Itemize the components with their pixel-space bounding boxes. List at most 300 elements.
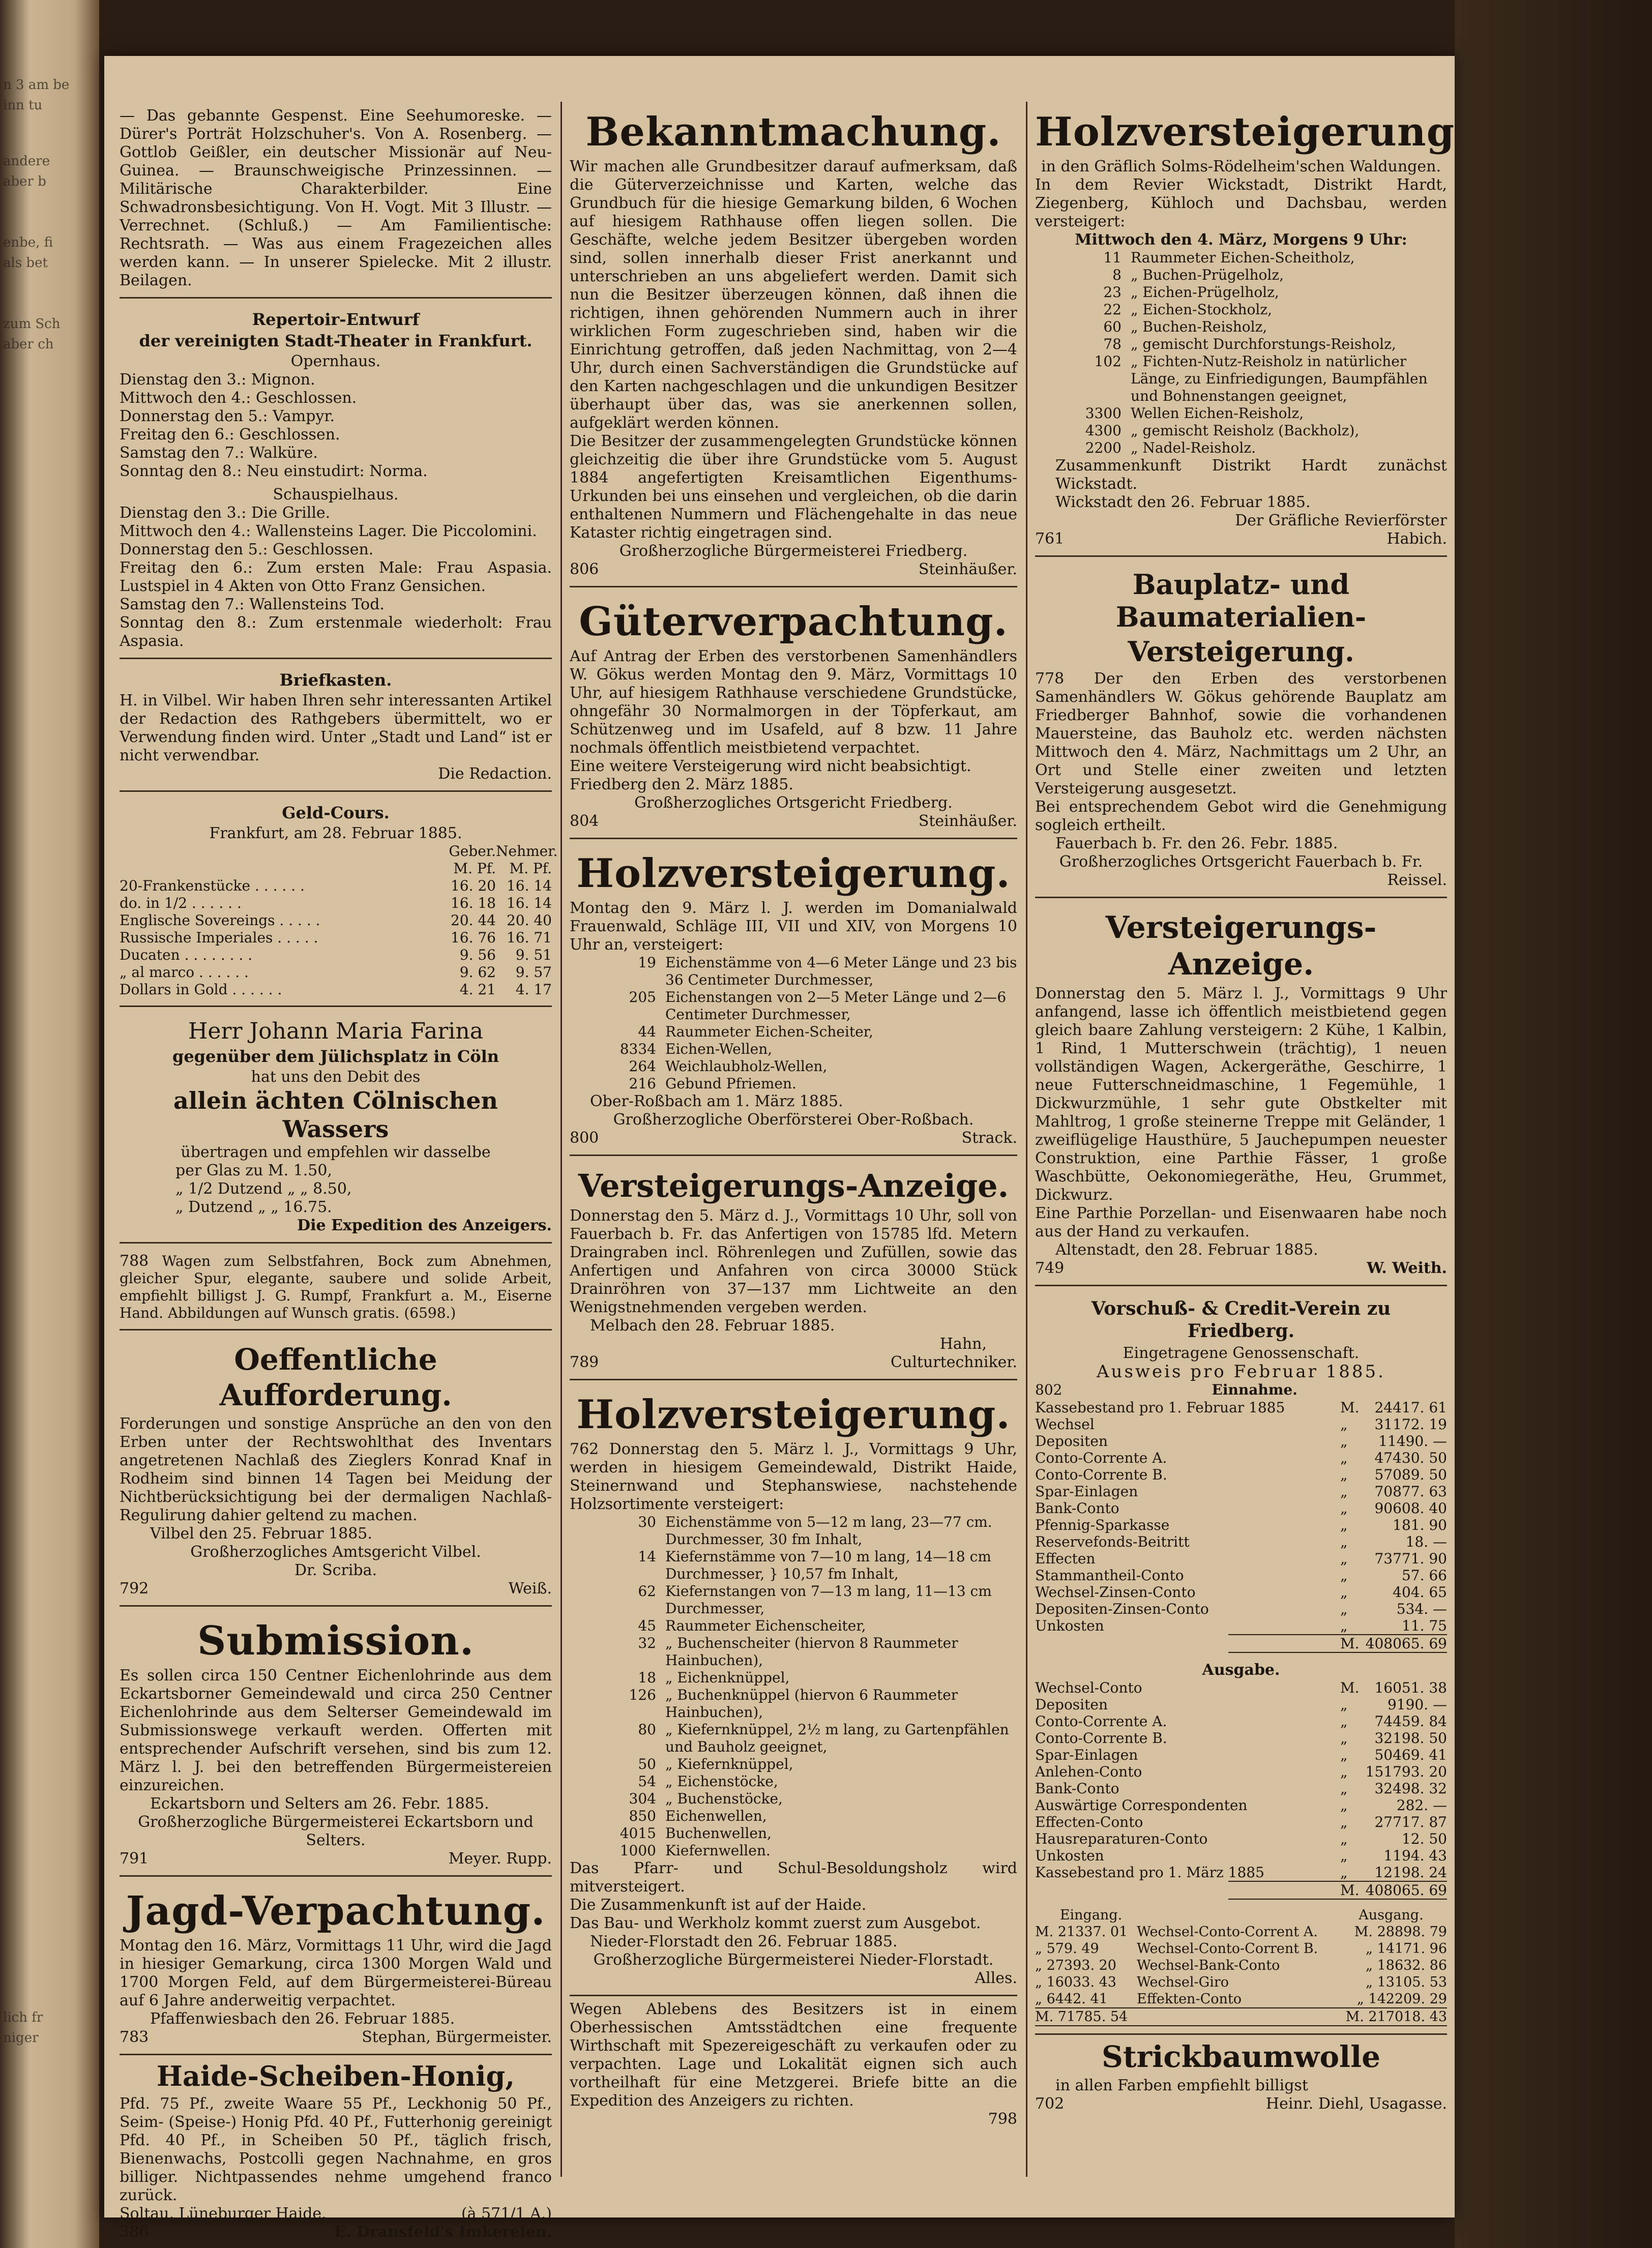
rate-buy: 16. 20 [450,877,496,894]
wood-desc: Raummeter Eichen-Scheitholz, [1131,249,1355,266]
flow-label: Wechsel-Conto-Corrent A. [1137,1924,1318,1940]
wood-desc: „ Fichten-Nutz-Reisholz in natürlicher Länge, zu Einfriedigungen, Baumpfählen und Bohnenstangen geeignet, [1131,353,1428,404]
farina-name: Herr Johann Maria Farina [188,1018,483,1044]
wood-desc: „ Eichen-Stockholz, [1131,301,1273,318]
summons-date: Vilbel den 25. Februar 1885. [150,1525,372,1543]
expense-label: Kassebestand pro 1. März 1885 [1035,1864,1264,1881]
farina-signature: Die Expedition des Anzeigers. [297,1217,552,1234]
expense-label: Wechsel-Conto [1035,1679,1142,1696]
tavern-text: Wegen Ablebens des Besitzers ist in einem Oberhessischen Amtsstädtchen eine frequente Wirthschaft mit Spezereigeschäft zu verkaufen oder zu verpachten. Lage und Lokalität eignen sich auch vortheilhaft für eine Metzgerei. Briefe bitte an die Expedition des Anzeigers zu richten. [570,2000,1017,2110]
wood-desc: Eichenstämme von 4—6 Meter Länge und 23 bis 36 Centimeter Durchmesser, [665,954,1017,988]
column-2 [570,102,1017,2177]
edge-fragment: inn tu [3,98,43,113]
letterbox-title: Briefkasten. [279,670,392,690]
edge-fragment: andere [3,154,50,169]
auction-notice-1 [570,1160,1017,1380]
wood-auction-subtitle: in den Gräflich Solms-Rödelheim'schen Waldungen. [1041,158,1441,175]
currency-mark: „ [1340,1797,1348,1814]
income-row [1035,1483,1447,1500]
expense-label: Effecten-Conto [1035,1814,1143,1830]
income-label: Unkosten [1035,1617,1104,1634]
expense-row [1035,1730,1447,1747]
wood-desc: „ Nadel-Reisholz. [1131,439,1256,456]
submission-court: Großherzogliche Bürgermeisterei Eckartsborn und Selters. [138,1813,534,1849]
wood-qty: 3300 [1085,405,1122,422]
wood-item [1035,353,1447,405]
flow-row [1035,1940,1447,1957]
wood-item [570,1617,1017,1635]
rate-label: „ al marco . . . . . . [120,964,249,981]
program-line: Freitag den 6.: Zum ersten Male: Frau Aspasia. Lustspiel in 4 Akten von Otto Franz Gensichen. [120,559,552,595]
expense-value: 9190. — [1387,1696,1447,1713]
currency-mark: M. [1340,1679,1360,1696]
currency-mark: „ [1340,1847,1348,1864]
expense-row [1035,1747,1447,1763]
flow-label: Wechsel-Conto-Corrent B. [1137,1941,1318,1957]
income-row [1035,1533,1447,1550]
rates-units [120,860,552,877]
wood-item [570,1842,1017,1859]
expense-label: Auswärtige Correspondenten [1035,1797,1248,1814]
income-row [1035,1399,1447,1416]
income-value: 181. 90 [1393,1517,1447,1533]
wood-auction-text-3: Die Zusammenkunft ist auf der Haide. [570,1896,867,1914]
wood-desc: „ Kiefernknüppel, [665,1756,793,1772]
wood-qty: 23 [1103,284,1122,301]
farina-price: „ Dutzend „ „ 16.75. [175,1198,332,1216]
knitting-signature: Heinr. Diehl, Usagasse. [1265,2095,1447,2113]
playhouse-title: Schauspielhaus. [273,486,399,504]
summons-judge: Dr. Scriba. [294,1561,377,1579]
wood-qty: 304 [629,1790,656,1807]
announcement-signature: Steinhäußer. [918,560,1017,578]
currency-mark: „ [1340,1550,1348,1567]
expense-value: 282. — [1396,1797,1447,1814]
rates-title: Geld-Cours. [282,803,390,822]
announcement-text-2: Die Besitzer der zusammengelegten Grundstücke können gleichzeitig die über ihre Grundstücke vom 5. August 1884 angefertigten Kreisamtlichen Eigenthums-Urkunden bei uns einsehen und vergleichen, ob die darin enthaltenen Nummern und Flächengehalte in das neue Kataster richtig eingetragen sind. [570,432,1017,542]
wood-auction-title: Holzversteigerung. [576,850,1011,897]
honey-text: Pfd. 75 Pf., zweite Waare 55 Pf., Leckhonig 50 Pf., Seim- (Speise-) Honig Pfd. 40 Pf., Futterhonig gereinigt Pfd. 40 Pf., in Scheiben 50 Pf., täglich frisch, Bienenwachs, Postcolli gegen Nachnahme, en gros billiger. Nichtpassendes nehme umgehend franco zurück. [120,2095,552,2204]
rate-buy: 20. 44 [450,912,496,929]
income-row [1035,1550,1447,1567]
wood-auction-date: Wickstadt den 26. Februar 1885. [1055,493,1311,511]
wood-desc: „ Buchen-Reisholz, [1131,318,1267,335]
farina-product: allein ächten Cölnischen Wassers [173,1087,498,1143]
submission-signature: Meyer. Rupp. [448,1850,552,1868]
wood-desc: „ Buchenstöcke, [665,1790,783,1807]
flow-row [1035,1974,1447,1991]
income-value: 70877. 63 [1374,1483,1447,1500]
auction-notice-text: Donnerstag den 5. März d. J., Vormittags 10 Uhr, soll von Fauerbach b. Fr. das Anfertigen von 15785 lfd. Metern Draingraben incl. Röhrenlegen und Zufüllen, sowie das Anfertigen und Anfahren von circa 30000 Stück Drainröhren von 37—137 mm Lichtweite an den Wenigstnehmenden vergeben werden. [570,1207,1017,1316]
public-summons [120,1335,552,1607]
opera-house-title: Opernhaus. [290,352,381,370]
announcement-court: Großherzogliche Bürgermeisterei Friedberg. [619,542,968,560]
currency-rates [120,796,558,1007]
newspaper-page [104,56,1455,2241]
knitting-text: in allen Farben empfiehlt billigst [1055,2077,1308,2094]
hunting-lease [120,1881,552,2055]
flow-label: Wechsel-Bank-Conto [1137,1958,1280,1973]
income-label: Pfennig-Sparkasse [1035,1517,1170,1533]
expense-value: 50469. 41 [1374,1747,1447,1763]
rate-label: do. in 1/2 . . . . . . [120,895,242,911]
expense-row [1035,1780,1447,1797]
income-label: Wechsel-Zinsen-Conto [1035,1584,1196,1601]
program-line: Donnerstag den 5.: Geschlossen. [120,541,374,558]
ad-number: 804 [570,812,599,830]
outflow-value: M. 28898. 79 [1354,1924,1447,1940]
hunting-title: Jagd-Verpachtung. [126,1888,546,1934]
wood-desc: Raummeter Eichenscheiter, [665,1617,866,1634]
rate-sell: 4. 17 [515,981,552,998]
wood-qty: 18 [638,1669,656,1686]
rate-buy: 16. 76 [450,929,496,946]
wood-item [1035,318,1447,336]
wood-qty: 8 [1112,267,1122,283]
rate-sell: 16. 14 [506,895,552,911]
flow-header [1035,1907,1447,1924]
land-lease [570,591,1017,839]
outflow-title: Ausgang. [1359,1907,1424,1923]
farina-advertisement [120,1011,552,1244]
wood-desc: Wellen Eichen-Reisholz, [1131,405,1304,422]
wood-item [570,1514,1017,1548]
expense-label: Hausreparaturen-Conto [1035,1830,1208,1847]
program-line: Donnerstag den 5.: Vampyr. [120,407,335,425]
currency-mark: „ [1340,1830,1348,1847]
wood-item [1035,249,1447,267]
income-value: 73771. 90 [1374,1550,1447,1567]
repertoire-subtitle: der vereinigten Stadt-Theater in Frankfurt. [139,331,533,350]
wood-auction-meeting: Zusammenkunft Distrikt Hardt zunächst Wickstadt. [1055,457,1447,493]
rate-buy: 9. 56 [459,946,496,963]
wood-desc: Eichenstangen von 2—5 Meter Länge und 2—6 Centimeter Durchmesser, [665,989,1007,1023]
rate-row [120,877,552,895]
wood-item [570,989,1017,1023]
wood-desc: Kiefernstämme von 7—10 m lang, 14—18 cm Durchmesser, } 10,57 fm Inhalt, [665,1548,991,1582]
wood-item [570,1041,1017,1058]
income-value: 18. — [1405,1533,1447,1550]
summons-court: Großherzogliches Amtsgericht Vilbel. [190,1543,481,1561]
rate-label: Russische Imperiales . . . . . [120,929,318,946]
income-total-value: 408065. 69 [1365,1635,1447,1652]
rate-sell: 9. 57 [515,964,552,981]
theater-repertoire [120,303,552,659]
wood-qty: 126 [629,1687,656,1703]
rate-row [120,912,552,929]
auction-notice-title: Versteigerungs-Anzeige. [1105,910,1377,982]
inflow-value: „ 6442. 41 [1035,1991,1108,2007]
rate-label: 20-Frankenstücke . . . . . . [120,877,305,894]
farina-line: hat uns den Debit des [251,1068,421,1086]
wood-item [1035,336,1447,353]
wood-auction-signature: Strack. [961,1129,1017,1147]
summons-title: Oeffentliche Aufforderung. [219,1342,452,1412]
building-plot-date: Fauerbach b. Fr. den 26. Febr. 1885. [1055,835,1338,852]
currency-mark: „ [1340,1814,1348,1830]
wood-qty: 60 [1103,318,1122,335]
announcement [570,102,1017,587]
expense-row [1035,1797,1447,1814]
income-total [1228,1634,1447,1653]
column-rule [1026,102,1027,2177]
income-label: Effecten [1035,1550,1096,1567]
honey-ref: (à 571/1 A.) [461,2205,552,2223]
currency-mark: „ [1340,1533,1348,1550]
income-label: Depositen-Zinsen-Conto [1035,1601,1209,1617]
wood-qty: 4015 [620,1825,656,1842]
income-row [1035,1601,1447,1617]
wood-qty: 54 [638,1773,656,1790]
auction-notice-2 [1035,902,1447,1286]
auction-notice-sig-2: Culturtechniker. [891,1353,1017,1371]
rate-label: Englische Sovereings . . . . . [120,912,320,929]
wood-item [1035,422,1447,439]
expense-row [1035,1696,1447,1713]
income-label: Reservefonds-Beitritt [1035,1533,1190,1550]
wood-qty: 30 [638,1514,656,1530]
land-lease-text: Auf Antrag der Erben des verstorbenen Samenhändlers W. Gökus werden Montag den 9. März, Vormittags 10 Uhr, auf hiesigem Rathhause verschiedene Grundstücke, ohngefähr 30 Normalmorgen in der Töpferkaut, am Schützenweg und im Usafeld, auf 8 bzw. 11 Jahre nochmals öffentlich meistbietend verpachtet. [570,647,1017,757]
building-plot-text: 778 Der den Erben des verstorbenen Samenhändlers W. Gökus gehörende Bauplatz am Friedberger Bahnhof, sowie die vorhandenen Mauersteine, das Bauholz etc. werden nächsten Mittwoch den 4. März, Nachmittags um 2 Uhr, an Ort und Stelle einer zweiten und letzten Versteigerung ausgesetzt. [1035,670,1447,797]
auction-notice-text: Donnerstag den 5. März l. J., Vormittags 9 Uhr anfangend, lasse ich öffentlich meistbietend gegen gleich baare Zahlung versteigern: 2 Kühe, 1 Kalbin, 1 Rind, 1 Mutterschwein (trächtig), 1 neuen vollständigen Wagen, Ackergeräthe, Geschirre, 1 neue Futterschneidmaschine, 1 Fegemühle, 1 Dickwurzmühle, 1 sehr gute Obstkelter mit Mahltrog, 1 große steinerne Treppe mit Geländer, 1 zweiflügelige Hausthüre, 5 Jauchepumpen neuester Construktion, eine Parthie Fässer, 1 große Waschbütte, Oekonomiegeräthe, Heu, Grummet, Dickwurz. [1035,985,1447,1204]
wood-qty: 19 [638,954,656,971]
wood-auction-text: In dem Revier Wickstadt, Distrikt Hardt, Ziegenberg, Kühloch und Dachsbau, werden versteigert: [1035,176,1447,230]
land-lease-signature: Steinhäußer. [918,812,1017,830]
rates-date: Frankfurt, am 28. Februar 1885. [209,824,462,842]
letterbox-signature: Die Redaction. [438,765,552,783]
wood-qty: 22 [1103,301,1122,318]
ad-number: 791 [120,1850,149,1868]
column-rule [560,102,562,2177]
wood-desc: „ Eichen-Prügelholz, [1131,284,1279,301]
wagon-advertisement [120,1248,552,1330]
column-3 [1035,102,1455,2177]
credit-union-report [1035,1290,1447,2035]
announcement-title: Bekanntmachung. [585,109,1001,155]
expense-label: Spar-Einlagen [1035,1747,1138,1763]
wood-auction-text: Montag den 9. März l. J. werden im Domanialwald Frauenwald, Schläge III, VII und XIV, von Morgens 10 Uhr an, versteigert: [570,899,1017,954]
ad-number: 702 [1035,2095,1065,2113]
building-plot-title-1: Bauplatz- und Baumaterialien- [1115,568,1367,633]
rate-row [120,929,552,946]
outflow-total: M. 217018. 43 [1345,2009,1447,2025]
wood-item [570,954,1017,989]
wood-auction-text-2: Das Pfarr- und Schul-Besoldungsholz wird mitversteigert. [570,1859,1017,1896]
wood-auction-court: Großherzogliche Oberförsterei Ober-Roßbach. [613,1111,974,1129]
expense-value: 12198. 24 [1374,1864,1447,1881]
program-line: Mittwoch den 4.: Geschlossen. [120,389,357,407]
expense-value: 16051. 38 [1374,1679,1447,1696]
currency-mark: „ [1340,1864,1348,1881]
income-row [1035,1450,1447,1466]
expense-row [1035,1713,1447,1730]
currency-mark: „ [1340,1601,1348,1617]
building-plot-text-2: Bei entsprechendem Gebot wird die Genehmigung sogleich ertheilt. [1035,798,1447,834]
edge-fragment: n 3 am be [3,77,70,93]
wood-item [570,1548,1017,1583]
ad-number: 749 [1035,1259,1065,1277]
wood-item [570,1773,1017,1790]
wood-desc: Gebund Pfriemen. [665,1075,796,1092]
credit-union-report-title: Ausweis pro Februar 1885. [1097,1362,1385,1382]
currency-mark: „ [1340,1584,1348,1601]
credit-union-subtitle: Eingetragene Genossenschaft. [1123,1344,1360,1362]
wood-qty: 205 [629,989,656,1005]
wood-qty: 11 [1103,249,1122,266]
hunting-text: Montag den 16. März, Vormittags 11 Uhr, wird die Jagd in hiesiger Gemarkung, circa 1300 Morgen Wald und 1700 Morgen Feld, auf dem Bürgermeisterei-Büreau auf 6 Jahre anderweitig verpachtet. [120,1937,552,2009]
wood-desc: Kiefernstangen von 7—13 m lang, 11—13 cm Durchmesser, [665,1583,992,1617]
currency-mark: „ [1340,1713,1348,1730]
currency-mark: M. [1340,1399,1360,1416]
ad-number: 788 [120,1252,149,1270]
wood-item [1035,301,1447,318]
currency-mark: „ [1340,1450,1348,1466]
income-value: 57089. 50 [1374,1466,1447,1483]
income-value: 11490. — [1378,1433,1447,1450]
ad-number: 792 [120,1580,149,1598]
hunting-date: Pfaffenwiesbach den 26. Februar 1885. [150,2010,455,2028]
wood-item [570,1790,1017,1808]
wood-auction-when: Mittwoch den 4. März, Morgens 9 Uhr: [1075,231,1407,249]
wood-desc: Eichenstämme von 5—12 m lang, 23—77 cm. Durchmesser, 30 fm Inhalt, [665,1514,992,1548]
inflow-value: M. 21337. 01 [1035,1924,1128,1940]
edge-fragment: niger [3,2030,39,2046]
expense-value: 32498. 32 [1374,1780,1447,1797]
income-label: Wechsel [1035,1416,1095,1433]
expense-row [1035,1830,1447,1847]
wood-auction-signature: Habich. [1386,530,1447,548]
income-label: Conto-Corrente A. [1035,1450,1167,1466]
income-value: 90608. 40 [1374,1500,1447,1517]
rate-label: Dollars in Gold . . . . . . [120,981,282,998]
farina-price: per Glas zu M. 1.50, [175,1162,332,1179]
wood-desc: Eichenwellen, [665,1808,767,1824]
edge-fragment: als bet [3,255,48,271]
income-label: Stammantheil-Conto [1035,1567,1184,1584]
income-value: 31172. 19 [1374,1416,1447,1433]
rate-sell: 16. 71 [506,929,552,946]
edge-fragment: aber ch [3,337,54,352]
rate-buy: 16. 18 [450,895,496,911]
program-line: Dienstag den 3.: Mignon. [120,371,315,389]
wood-qty: 62 [638,1583,656,1600]
expense-label: Depositen [1035,1696,1108,1713]
tavern-sale [570,2000,1017,2128]
rates-col-seller: Nehmer. [496,843,558,860]
wood-item [570,1808,1017,1825]
edge-fragment: aber b [3,174,46,189]
building-plot-signature: Reissel. [1387,871,1447,889]
expense-value: 1194. 43 [1383,1847,1447,1864]
wood-desc: „ Buchen-Prügelholz, [1131,267,1284,283]
expense-title: Ausgabe. [1202,1661,1280,1679]
summons-text: Forderungen und sonstige Ansprüche an den von den Erben unter der Rechtswohlthat des Inventars angetretenen Nachlaß des Zieglers Konrad Knaf in Rodheim sind binnen 14 Tagen bei Meidung der Nichtberücksichtigung bei der dermaligen Nachlaß-Regulirung dahier geltend zu machen. [120,1415,552,1524]
wood-item [1035,284,1447,301]
outflow-value: „ 18632. 86 [1366,1958,1447,1973]
background-right [1455,0,1652,2248]
wood-desc: Raummeter Eichen-Scheiter, [665,1023,873,1040]
rates-header [120,843,558,860]
wood-auction-court: Der Gräfliche Revierförster [1235,512,1447,529]
wood-item [570,1669,1017,1687]
currency-mark: „ [1340,1483,1348,1500]
expense-label: Conto-Corrente B. [1035,1730,1167,1747]
wood-qty: 216 [629,1075,656,1092]
rate-row [120,895,552,912]
income-value: 404. 65 [1393,1584,1447,1601]
wood-item [570,1687,1017,1721]
program-line: Samstag den 7.: Walküre. [120,444,318,462]
rate-sell: 9. 51 [515,946,552,963]
inflow-value: „ 27393. 20 [1035,1958,1116,1973]
wood-item [1035,267,1447,284]
income-row [1035,1433,1447,1450]
repertoire-title: Repertoir-Entwurf [252,310,420,329]
auction-notice-signature: W. Weith. [1367,1259,1447,1277]
currency-mark: „ [1340,1763,1348,1780]
income-row [1035,1567,1447,1584]
ad-number: 789 [570,1353,599,1371]
wood-desc: „ Kiefernknüppel, 2½ m lang, zu Gartenpfählen und Bauholz geeignet, [665,1721,1009,1755]
expense-row [1035,1679,1447,1696]
inflow-title: Eingang. [1059,1907,1123,1923]
auction-notice-sig-1: Hahn, [939,1335,987,1353]
program-line: Sonntag den 8.: Zum erstenmale wiederholt: Frau Aspasia. [120,614,552,650]
currency-mark: M. [1340,1882,1360,1899]
wood-auction-date: Nieder-Florstadt den 26. Februar 1885. [590,1933,898,1950]
currency-mark: „ [1340,1567,1348,1584]
honey-title: Haide-Scheiben-Honig, [156,2060,515,2092]
rate-buy: 4. 21 [459,981,496,998]
wagon-text: Wagen zum Selbstfahren, Bock zum Abnehmen, gleicher Spur, elegante, saubere und solide Arbeit, empfiehlt billigst J. G. Rumpf, Frankfurt a. M., Eiserne Hand. Abbildungen auf Wunsch gratis. (6598.) [120,1253,552,1321]
program-line: Samstag den 7.: Wallensteins Tod. [120,596,385,613]
inflow-value: „ 16033. 43 [1035,1974,1116,1990]
ad-number: 806 [570,560,599,578]
wood-item [570,1583,1017,1617]
wood-item [570,1075,1017,1092]
rates-unit: M. Pf. [453,860,496,877]
edge-fragment: lich fr [3,2010,43,2025]
wood-qty: 78 [1103,336,1122,352]
auction-notice-text-2: Eine Parthie Porzellan- und Eisenwaaren habe noch aus der Hand zu verkaufen. [1035,1204,1447,1240]
program-line: Mittwoch den 4.: Wallensteins Lager. Die Piccolomini. [120,522,537,540]
hunting-signature: Stephan, Bürgermeister. [362,2028,552,2046]
wood-qty: 264 [629,1058,656,1075]
income-row [1035,1416,1447,1433]
currency-mark: „ [1340,1500,1348,1517]
auction-notice-date: Melbach den 28. Februar 1885. [590,1317,835,1335]
wood-qty: 14 [638,1548,656,1565]
wood-item [570,1721,1017,1756]
wood-auction-1 [570,843,1017,1156]
income-value: 24417. 61 [1374,1399,1447,1416]
honey-place: Soltau, Lüneburger Haide. [120,2205,327,2223]
ad-number: 802 [1035,1381,1063,1398]
rates-col-buyer: Geber. [449,843,496,860]
wood-qty: 45 [638,1617,656,1634]
wood-desc: „ gemischt Durchforstungs-Reisholz, [1131,336,1396,352]
rate-row [120,981,552,998]
expense-label: Bank-Conto [1035,1780,1119,1797]
expense-row [1035,1763,1447,1780]
wood-auction-text: 762 Donnerstag den 5. März l. J., Vormittags 9 Uhr, werden in hiesigem Gemeindewald, Distrikt Haide, Steinernwand und Stephanswiese, nachstehende Holzsortimente versteigert: [570,1440,1017,1513]
currency-mark: „ [1340,1780,1348,1797]
wood-item [1035,439,1447,457]
ad-number: 386 [120,2223,149,2241]
program-line: Sonntag den 8.: Neu einstudirt: Norma. [120,462,428,480]
expense-value: 74459. 84 [1374,1713,1447,1730]
contents-notice [120,102,552,299]
